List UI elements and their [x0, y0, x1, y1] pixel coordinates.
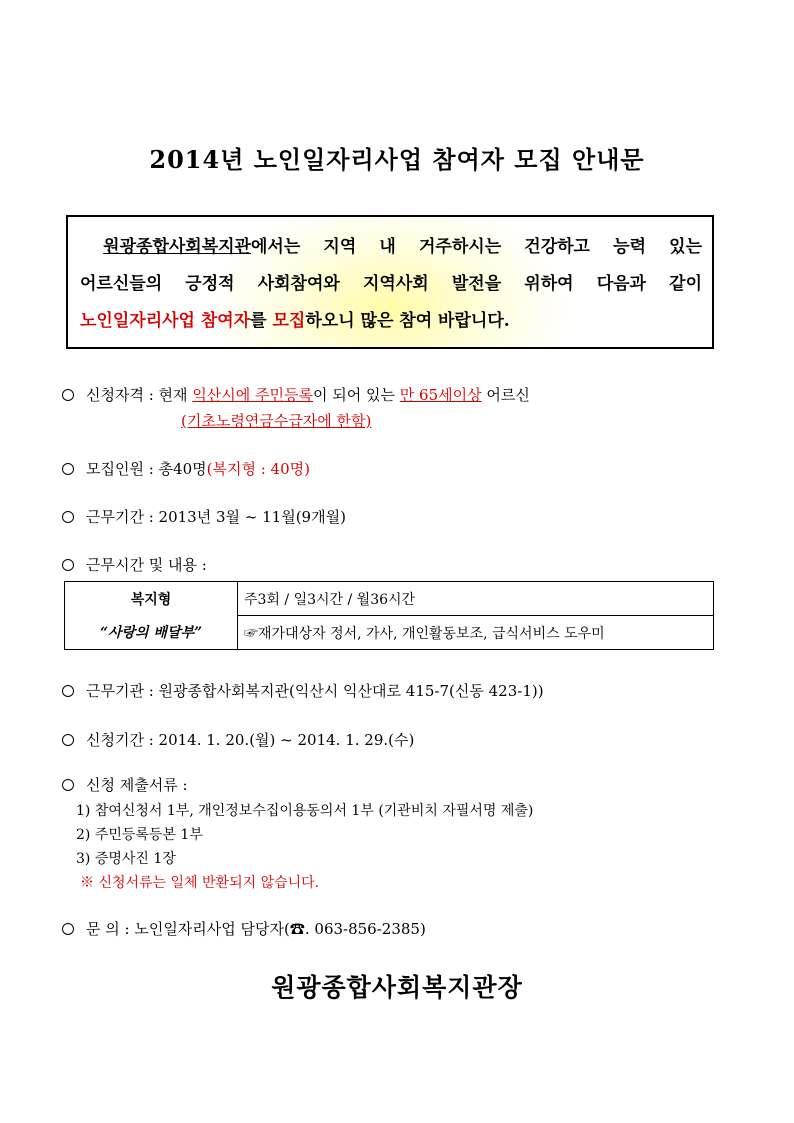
work-table-row	[65, 616, 714, 650]
recruit-label: 모집인원 : 총40명	[86, 460, 207, 478]
documents-notice: ※ 신청서류는 일체 반환되지 않습니다.	[80, 875, 320, 891]
institution-item	[62, 680, 544, 701]
apply-period-item	[62, 729, 414, 750]
intro-line-2: 어르신들의 긍정적 사회참여와 지역사회 발전을 위하여 다음과 같이	[80, 274, 702, 294]
work-label: 근무시간 및 내용 :	[86, 556, 207, 574]
qualification-item	[62, 384, 530, 405]
intro-text	[80, 229, 702, 340]
bullet-circle-icon	[62, 389, 74, 401]
work-type-name: 복지형	[65, 582, 238, 616]
qualification-end: 어르신	[481, 386, 530, 404]
organization-name: 원광종합사회복지관	[103, 237, 251, 257]
program-name: 노인일자리사업 참여자	[80, 311, 251, 331]
documents-list-item: 1) 참여신청서 1부, 개인정보수집이용동의서 1부 (기관비치 자필서명 제출)	[76, 803, 534, 819]
bullet-circle-icon	[62, 559, 74, 571]
recruit-detail: (복지형 : 40명)	[206, 460, 310, 478]
intro-line-3-particle: 를	[250, 311, 273, 331]
work-table	[64, 581, 714, 650]
qualification-place: 익산시에 주민등록	[192, 386, 314, 404]
bullet-circle-icon	[62, 463, 74, 475]
recruit-item	[62, 458, 310, 479]
period-item	[62, 506, 346, 527]
bullet-circle-icon	[62, 923, 74, 935]
inquiry-item	[62, 918, 426, 939]
documents-item	[62, 774, 188, 795]
qualification-note: (기초노령연금수급자에 한함)	[181, 412, 372, 430]
recruit-word: 모집	[272, 311, 306, 331]
intro-line-3-end: 하오니 많은 참여 바랍니다.	[305, 311, 510, 331]
work-duties: ☞재가대상자 정서, 가사, 개인활동보조, 급식서비스 도우미	[238, 616, 714, 650]
bullet-circle-icon	[62, 685, 74, 697]
bullet-circle-icon	[62, 779, 74, 791]
qualification-mid: 이 되어 있는	[313, 386, 400, 404]
work-schedule: 주3회 / 일3시간 / 월36시간	[238, 582, 714, 616]
intro-line-1-rest: 에서는 지역 내 거주하시는 건강하고 능력 있는	[250, 237, 702, 257]
documents-label: 신청 제출서류 :	[86, 776, 188, 794]
intro-line-3	[80, 303, 702, 340]
documents-list-item: 2) 주민등록등본 1부	[76, 827, 203, 843]
inquiry-text: 문 의 : 노인일자리사업 담당자(☎. 063-856-2385)	[86, 920, 426, 938]
work-type-sub: “사랑의 배달부”	[65, 616, 238, 650]
institution-text: 근무기관 : 원광종합사회복지관(익산시 익산대로 415-7(신동 423-1))	[86, 682, 544, 700]
apply-period-text: 신청기간 : 2014. 1. 20.(월) ~ 2014. 1. 29.(수)	[86, 731, 415, 749]
work-item	[62, 554, 207, 575]
signature-organization: 원광종합사회복지관장	[271, 973, 523, 1002]
work-table-row	[65, 582, 714, 616]
qualification-age: 만 65세이상	[399, 386, 482, 404]
document-title: 2014년 노인일자리사업 참여자 모집 안내문	[149, 145, 645, 174]
intro-line-1	[80, 229, 702, 266]
intro-box	[66, 215, 714, 349]
bullet-circle-icon	[62, 734, 74, 746]
qualification-label: 신청자격 : 현재	[86, 386, 193, 404]
bullet-circle-icon	[62, 511, 74, 523]
documents-list-item: 3) 증명사진 1장	[76, 851, 176, 867]
period-text: 근무기간 : 2013년 3월 ~ 11월(9개월)	[86, 508, 346, 526]
